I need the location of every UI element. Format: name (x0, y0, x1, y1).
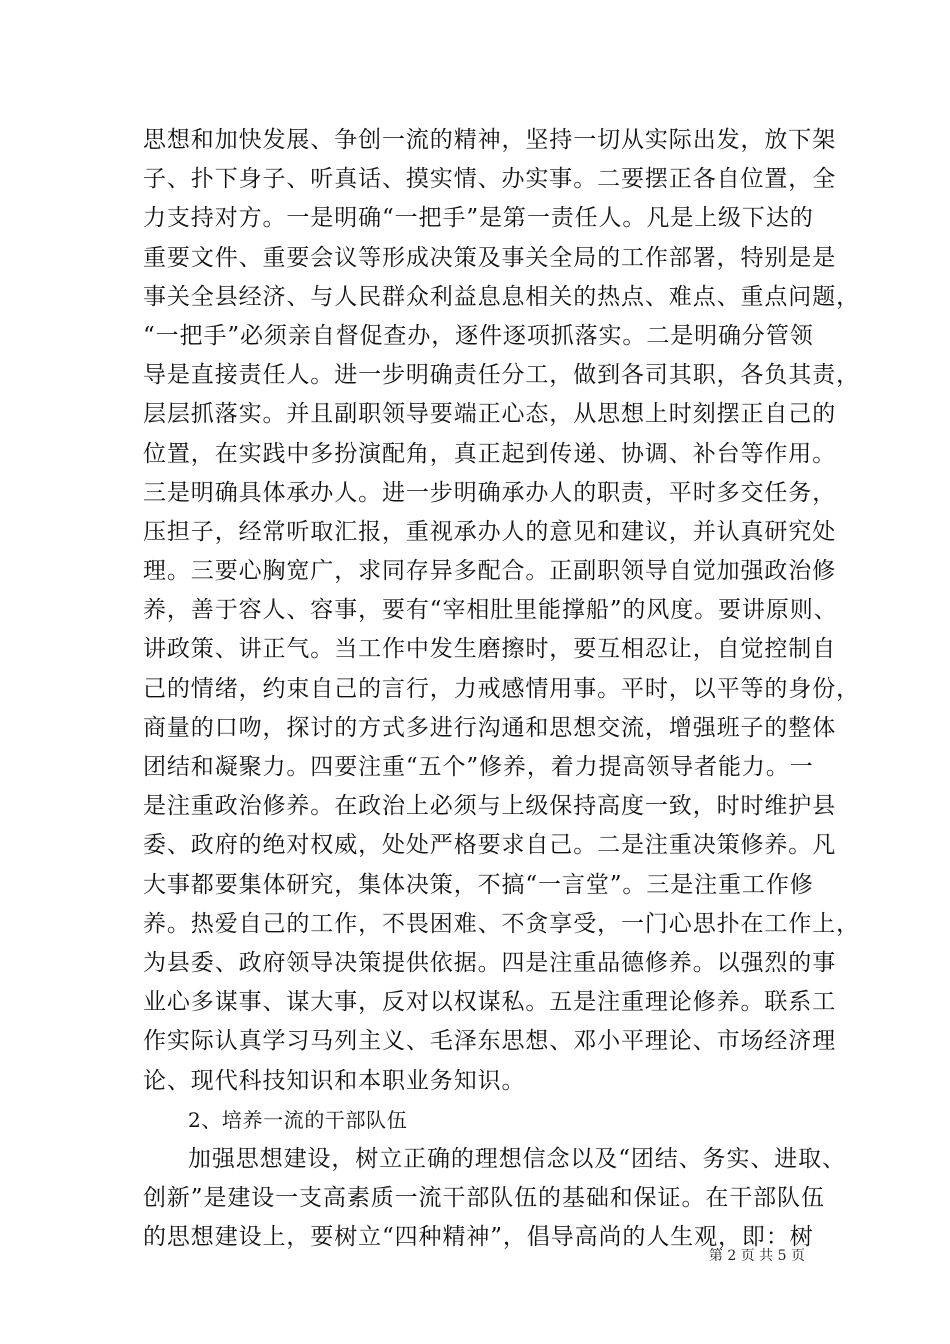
text-line: 是注重政治修养。在政治上必须与上级保持高度一致，时时维护县 (143, 793, 837, 820)
text-line: 创新”是建设一支高素质一流干部队伍的基础和保证。在干部队伍 (143, 1185, 825, 1212)
text-line: 位置，在实践中多扮演配角，真正起到传递、协调、补台等作用。 (143, 440, 837, 467)
text-line: 养，善于容人、容事，要有“宰相肚里能撑船”的风度。要讲原则、 (143, 597, 838, 624)
text-line: 导是直接责任人。进一步明确责任分工，做到各司其职，各负其责， (143, 362, 860, 389)
text-line: 层层抓落实。并且副职领导要端正心态，从思想上时刻摆正自己的 (143, 401, 837, 428)
text-line: 力支持对方。一是明确“一把手”是第一责任人。凡是上级下达的 (143, 205, 814, 232)
text-line: 委、政府的绝对权威，处处严格要求自己。二是注重决策修养。凡 (143, 832, 837, 859)
text-line: 子、扑下身子、听真话、摸实情、办实事。二要摆正各自位置，全 (143, 166, 837, 193)
section-heading: 2、培养一流的干部队伍 (188, 1107, 408, 1132)
text-line: 加强思想建设，树立正确的理想信念以及“团结、务实、进取、 (188, 1145, 846, 1172)
text-line: 商量的口吻，探讨的方式多进行沟通和思想交流，增强班子的整体 (143, 714, 837, 741)
text-line: 团结和凝聚力。四要注重“五个”修养，着力提高领导者能力。一 (143, 754, 814, 780)
text-line: 为县委、政府领导决策提供依据。四是注重品德修养。以强烈的事 (143, 949, 837, 976)
text-line: 压担子，经常听取汇报，重视承办人的意见和建议，并认真研究处 (143, 518, 837, 545)
text-line: 大事都要集体研究，集体决策，不搞“一言堂”。三是注重工作修 (143, 871, 814, 898)
page-number: 第 2 页 共 5 页 (708, 1248, 805, 1264)
document-body (143, 121, 860, 1257)
text-line: 作实际认真学习马列主义、毛泽东思想、邓小平理论、市场经济理 (143, 1028, 837, 1055)
text-line: 养。热爱自己的工作，不畏困难、不贪享受，一门心思扑在工作上， (143, 910, 860, 937)
text-line: 事关全县经济、与人民群众利益息息相关的热点、难点、重点问题， (143, 283, 860, 310)
text-line: 讲政策、讲正气。当工作中发生磨擦时，要互相忍让，自觉控制自 (143, 636, 837, 663)
text-line: 三是明确具体承办人。进一步明确承办人的职责，平时多交任务， (143, 479, 837, 506)
text-line: 重要文件、重要会议等形成决策及事关全局的工作部署，特别是是 (143, 244, 837, 271)
text-line: 论、现代科技知识和本职业务知识。 (143, 1067, 526, 1094)
text-line: 的思想建设上，要树立“四种精神”，倡导高尚的人生观，即：树 (143, 1224, 814, 1251)
text-line: 思想和加快发展、争创一流的精神，坚持一切从实际出发，放下架 (143, 127, 837, 153)
text-line: 己的情绪，约束自己的言行，力戒感情用事。平时，以平等的身份， (143, 675, 860, 702)
text-line: “一把手”必须亲自督促查办，逐件逐项抓落实。二是明确分管领 (143, 322, 814, 349)
text-line: 理。三要心胸宽广，求同存异多配合。正副职领导自觉加强政治修 (143, 558, 837, 585)
text-line: 业心多谋事、谋大事，反对以权谋私。五是注重理论修养。联系工 (143, 989, 837, 1016)
